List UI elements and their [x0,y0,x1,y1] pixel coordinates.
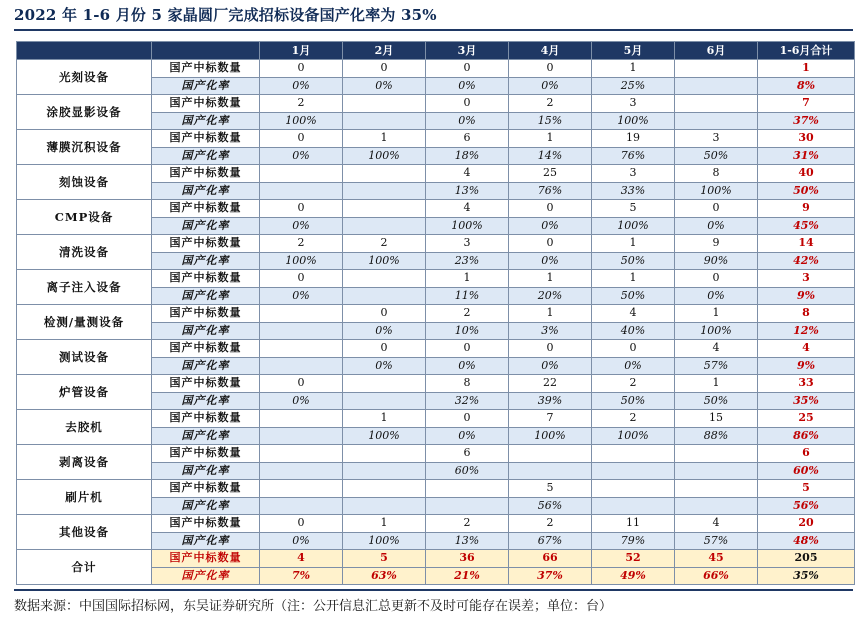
category-label-row-12: 剥离设备 [17,445,152,480]
rate-cell: 0% [260,147,343,165]
rate-cell: 0% [426,77,509,95]
header-month-4: 4月 [509,42,592,60]
rate-total-cell: 8% [758,77,855,95]
rate-cell: 37% [509,567,592,585]
count-cell: 0 [509,60,592,78]
count-cell: 15 [675,410,758,428]
category-label-row-5: CMP设备 [17,200,152,235]
rate-cell: 0% [343,322,426,340]
metric-label-count: 国产中标数量 [152,305,260,323]
rate-cell: 0% [260,287,343,305]
metric-label-rate: 国产化率 [152,182,260,200]
count-cell: 5 [509,480,592,498]
rate-cell: 21% [426,567,509,585]
metric-label-count: 国产中标数量 [152,480,260,498]
count-cell: 2 [592,375,675,393]
count-cell: 2 [260,235,343,253]
count-cell: 6 [426,130,509,148]
rate-cell: 0% [260,532,343,550]
metric-label-rate: 国产化率 [152,567,260,585]
rate-cell [260,497,343,515]
rate-cell: 14% [509,147,592,165]
count-cell: 1 [675,375,758,393]
metric-label-count: 国产中标数量 [152,515,260,533]
rate-cell: 56% [509,497,592,515]
metric-label-count: 国产中标数量 [152,270,260,288]
rate-cell: 0% [343,77,426,95]
rate-cell: 100% [343,147,426,165]
category-label-row-14: 其他设备 [17,515,152,550]
count-cell [675,480,758,498]
rate-cell: 25% [592,77,675,95]
count-cell: 7 [509,410,592,428]
rate-total-cell: 9% [758,287,855,305]
table-row [17,270,855,288]
metric-label-rate: 国产化率 [152,147,260,165]
table-row [17,550,855,568]
rate-cell [343,497,426,515]
count-total-cell: 7 [758,95,855,113]
footer-divider [14,589,853,591]
rate-cell: 100% [592,112,675,130]
metric-label-rate: 国产化率 [152,77,260,95]
header-metric [152,42,260,60]
rate-cell: 88% [675,427,758,445]
header-month-6: 6月 [675,42,758,60]
count-cell [260,340,343,358]
rate-cell: 3% [509,322,592,340]
count-cell: 9 [675,235,758,253]
count-cell [343,165,426,183]
rate-cell: 0% [260,217,343,235]
metric-label-count: 国产中标数量 [152,165,260,183]
header-blank [17,42,152,60]
count-cell: 2 [592,410,675,428]
count-cell: 0 [343,340,426,358]
count-cell: 5 [343,550,426,568]
metric-label-rate: 国产化率 [152,252,260,270]
header-month-2: 2月 [343,42,426,60]
header-total: 1-6月合计 [758,42,855,60]
rate-cell: 79% [592,532,675,550]
category-label-row-6: 清洗设备 [17,235,152,270]
count-cell: 1 [343,515,426,533]
count-cell: 0 [343,60,426,78]
rate-cell [343,462,426,480]
count-cell: 1 [509,270,592,288]
rate-cell: 0% [509,357,592,375]
rate-cell: 100% [343,252,426,270]
rate-cell: 63% [343,567,426,585]
count-cell: 0 [426,60,509,78]
rate-total-cell: 31% [758,147,855,165]
header-month-5: 5月 [592,42,675,60]
count-cell: 0 [675,270,758,288]
category-label-row-2: 涂胶显影设备 [17,95,152,130]
count-cell [592,445,675,463]
table-row [17,130,855,148]
count-cell: 0 [260,515,343,533]
count-total-cell: 1 [758,60,855,78]
rate-total-cell: 42% [758,252,855,270]
metric-label-count: 国产中标数量 [152,550,260,568]
count-cell: 3 [592,95,675,113]
category-label-row-3: 薄膜沉积设备 [17,130,152,165]
metric-label-count: 国产中标数量 [152,200,260,218]
rate-total-cell: 12% [758,322,855,340]
count-cell: 1 [675,305,758,323]
count-cell: 2 [509,95,592,113]
table-row [17,60,855,78]
count-cell [343,375,426,393]
rate-cell [343,182,426,200]
count-cell [260,445,343,463]
category-label-row-8: 检测/量测设备 [17,305,152,340]
count-cell: 19 [592,130,675,148]
count-cell: 2 [509,515,592,533]
metric-label-rate: 国产化率 [152,427,260,445]
rate-cell: 33% [592,182,675,200]
metric-label-rate: 国产化率 [152,217,260,235]
rate-cell: 0% [426,112,509,130]
table-row [17,515,855,533]
rate-cell: 10% [426,322,509,340]
rate-cell: 100% [592,427,675,445]
count-cell: 0 [260,130,343,148]
category-label-row-11: 去胶机 [17,410,152,445]
count-cell: 1 [592,60,675,78]
header-month-3: 3月 [426,42,509,60]
rate-cell [343,287,426,305]
rate-cell: 32% [426,392,509,410]
count-cell: 1 [592,270,675,288]
metric-label-count: 国产中标数量 [152,95,260,113]
rate-cell: 49% [592,567,675,585]
rate-cell [260,357,343,375]
rate-cell: 0% [675,287,758,305]
rate-cell: 66% [675,567,758,585]
rate-cell [592,462,675,480]
count-cell [260,410,343,428]
count-cell: 1 [426,270,509,288]
rate-cell [675,77,758,95]
rate-cell: 50% [592,287,675,305]
count-total-cell: 8 [758,305,855,323]
rate-total-cell: 37% [758,112,855,130]
rate-cell [343,217,426,235]
rate-cell: 0% [260,77,343,95]
count-cell: 8 [426,375,509,393]
rate-cell [260,182,343,200]
rate-cell: 11% [426,287,509,305]
count-cell: 11 [592,515,675,533]
metric-label-count: 国产中标数量 [152,375,260,393]
metric-label-rate: 国产化率 [152,462,260,480]
rate-cell: 0% [675,217,758,235]
rate-cell: 0% [426,427,509,445]
rate-cell: 20% [509,287,592,305]
count-cell: 5 [592,200,675,218]
count-cell: 4 [260,550,343,568]
metric-label-rate: 国产化率 [152,322,260,340]
rate-cell: 0% [509,217,592,235]
category-label-row-13: 刷片机 [17,480,152,515]
rate-cell: 0% [426,357,509,375]
table-row [17,340,855,358]
count-cell: 1 [343,130,426,148]
metric-label-rate: 国产化率 [152,357,260,375]
source-note: 数据来源：中国国际招标网，东吴证券研究所（注：公开信息汇总更新不及时可能存在误差；单位：台） [14,599,613,614]
count-cell: 45 [675,550,758,568]
count-cell: 1 [592,235,675,253]
metric-label-rate: 国产化率 [152,532,260,550]
rate-cell: 76% [509,182,592,200]
rate-cell: 23% [426,252,509,270]
count-cell [592,480,675,498]
rate-cell [426,497,509,515]
count-total-cell: 6 [758,445,855,463]
rate-cell: 50% [592,392,675,410]
rate-cell: 76% [592,147,675,165]
table-row [17,410,855,428]
rate-cell: 100% [426,217,509,235]
rate-cell [675,497,758,515]
rate-cell [675,112,758,130]
category-label-row-10: 炉管设备 [17,375,152,410]
count-cell [260,165,343,183]
table-row [17,235,855,253]
table-row [17,305,855,323]
rate-total-cell: 50% [758,182,855,200]
count-cell: 1 [509,130,592,148]
rate-cell: 100% [343,427,426,445]
count-cell: 4 [426,200,509,218]
rate-cell [675,462,758,480]
category-label-summary: 合计 [17,550,152,585]
count-total-cell: 3 [758,270,855,288]
rate-cell: 90% [675,252,758,270]
metric-label-count: 国产中标数量 [152,60,260,78]
rate-cell: 0% [509,252,592,270]
count-cell [343,445,426,463]
count-cell [343,270,426,288]
rate-total-cell: 86% [758,427,855,445]
count-cell: 4 [426,165,509,183]
rate-total-cell: 60% [758,462,855,480]
count-cell: 4 [675,340,758,358]
rate-cell: 100% [260,252,343,270]
rate-total-cell: 56% [758,497,855,515]
rate-cell: 57% [675,532,758,550]
rate-cell: 13% [426,532,509,550]
rate-total-cell: 48% [758,532,855,550]
rate-cell: 60% [426,462,509,480]
metric-label-count: 国产中标数量 [152,445,260,463]
rate-cell [592,497,675,515]
rate-total-cell: 35% [758,392,855,410]
count-total-cell: 9 [758,200,855,218]
rate-cell: 13% [426,182,509,200]
rate-cell: 67% [509,532,592,550]
rate-cell [260,427,343,445]
rate-cell: 0% [509,77,592,95]
rate-cell [343,112,426,130]
count-cell [426,480,509,498]
count-total-cell: 5 [758,480,855,498]
count-total-cell: 30 [758,130,855,148]
rate-cell: 40% [592,322,675,340]
count-cell: 0 [592,340,675,358]
title-divider [14,29,853,31]
count-cell: 2 [426,515,509,533]
metric-label-count: 国产中标数量 [152,235,260,253]
rate-cell: 100% [343,532,426,550]
count-cell: 52 [592,550,675,568]
count-cell: 22 [509,375,592,393]
table-row [17,375,855,393]
count-cell: 66 [509,550,592,568]
count-cell: 0 [260,60,343,78]
category-label-row-9: 测试设备 [17,340,152,375]
table-row [17,200,855,218]
count-cell: 0 [426,410,509,428]
count-cell: 6 [426,445,509,463]
count-cell [509,445,592,463]
rate-cell: 50% [675,392,758,410]
count-cell: 3 [426,235,509,253]
count-cell: 0 [260,200,343,218]
count-cell [260,480,343,498]
count-cell [343,480,426,498]
rate-cell: 100% [592,217,675,235]
page-title: 2022 年 1-6 月份 5 家晶圆厂完成招标设备国产化率为 35% [14,6,437,24]
rate-cell: 0% [343,357,426,375]
rate-cell: 15% [509,112,592,130]
count-cell [675,95,758,113]
rate-cell: 39% [509,392,592,410]
rate-cell: 50% [675,147,758,165]
metric-label-count: 国产中标数量 [152,130,260,148]
count-cell: 1 [343,410,426,428]
localization-rate-table [16,41,855,585]
category-label-row-1: 光刻设备 [17,60,152,95]
rate-cell: 100% [675,182,758,200]
count-total-cell: 4 [758,340,855,358]
rate-total-cell: 9% [758,357,855,375]
count-total-cell: 14 [758,235,855,253]
count-cell: 36 [426,550,509,568]
count-cell: 2 [343,235,426,253]
count-cell: 0 [426,95,509,113]
count-cell: 2 [426,305,509,323]
rate-cell: 7% [260,567,343,585]
rate-cell [260,322,343,340]
count-cell [343,200,426,218]
count-cell [675,60,758,78]
rate-cell: 0% [592,357,675,375]
category-label-row-7: 离子注入设备 [17,270,152,305]
count-total-cell: 205 [758,550,855,568]
rate-cell [509,462,592,480]
count-cell: 25 [509,165,592,183]
rate-cell: 0% [260,392,343,410]
header-month-1: 1月 [260,42,343,60]
count-cell: 0 [426,340,509,358]
rate-cell: 100% [509,427,592,445]
category-label-row-4: 刻蚀设备 [17,165,152,200]
count-total-cell: 33 [758,375,855,393]
rate-cell: 18% [426,147,509,165]
table-row [17,95,855,113]
table-row [17,445,855,463]
table-header-row [17,42,855,60]
rate-cell: 100% [260,112,343,130]
rate-cell: 57% [675,357,758,375]
count-total-cell: 20 [758,515,855,533]
rate-cell: 50% [592,252,675,270]
count-cell: 0 [343,305,426,323]
metric-label-count: 国产中标数量 [152,340,260,358]
count-cell [260,305,343,323]
count-cell: 8 [675,165,758,183]
rate-cell: 100% [675,322,758,340]
count-total-cell: 40 [758,165,855,183]
count-cell: 3 [592,165,675,183]
metric-label-count: 国产中标数量 [152,410,260,428]
count-cell: 0 [675,200,758,218]
rate-total-cell: 35% [758,567,855,585]
count-cell: 2 [260,95,343,113]
count-cell: 0 [260,375,343,393]
rate-cell [260,462,343,480]
count-cell: 0 [509,200,592,218]
metric-label-rate: 国产化率 [152,392,260,410]
count-cell [675,445,758,463]
count-cell: 0 [509,340,592,358]
table-row [17,480,855,498]
count-cell: 4 [592,305,675,323]
count-total-cell: 25 [758,410,855,428]
table-row [17,165,855,183]
count-cell: 3 [675,130,758,148]
rate-cell [343,392,426,410]
count-cell: 1 [509,305,592,323]
count-cell [343,95,426,113]
count-cell: 4 [675,515,758,533]
rate-total-cell: 45% [758,217,855,235]
metric-label-rate: 国产化率 [152,497,260,515]
count-cell: 0 [260,270,343,288]
metric-label-rate: 国产化率 [152,112,260,130]
metric-label-rate: 国产化率 [152,287,260,305]
count-cell: 0 [509,235,592,253]
